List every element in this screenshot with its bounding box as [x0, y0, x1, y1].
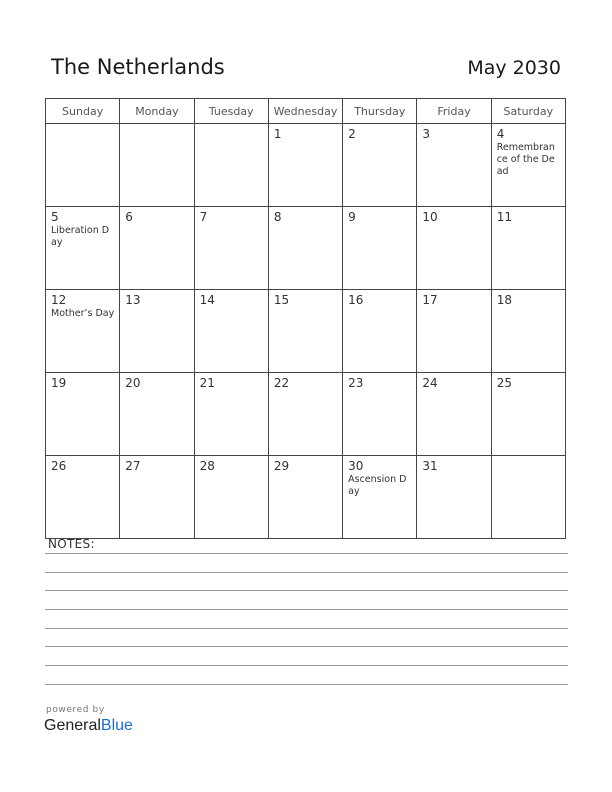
- holiday-label: Mother’s Day: [51, 308, 115, 319]
- holiday-label: Liberation Day: [51, 225, 110, 248]
- day-cell: [194, 207, 268, 290]
- calendar-week-row: [46, 456, 566, 539]
- day-cell: [120, 373, 194, 456]
- day-cell: [268, 290, 342, 373]
- note-line: [45, 646, 568, 647]
- note-line: [45, 590, 568, 591]
- day-number: 19: [51, 376, 67, 390]
- weekday-header-row: [46, 99, 566, 124]
- day-number: 14: [199, 293, 215, 307]
- calendar-month-title: May 2030: [467, 57, 561, 79]
- day-number: 3: [422, 127, 431, 141]
- day-number: 13: [125, 293, 141, 307]
- day-cell: [491, 290, 565, 373]
- day-cell: [194, 124, 268, 207]
- calendar-grid: [45, 98, 566, 539]
- day-cell: [120, 290, 194, 373]
- day-cell: [46, 124, 120, 207]
- weekday-header: Wednesday: [268, 99, 342, 124]
- day-number: 5: [51, 210, 59, 224]
- day-cell: [194, 373, 268, 456]
- day-number: 22: [273, 376, 290, 390]
- notes-label: NOTES:: [48, 537, 95, 551]
- day-cell: [491, 373, 565, 456]
- day-cell: [417, 373, 491, 456]
- day-cell: [268, 373, 342, 456]
- day-number: 1: [273, 127, 282, 141]
- note-line: [45, 684, 568, 685]
- day-number: 6: [125, 210, 133, 224]
- day-number: 17: [422, 293, 438, 307]
- calendar-week-row: [46, 373, 566, 456]
- day-number: 4: [496, 127, 505, 141]
- day-cell: [343, 373, 417, 456]
- weekday-header: Thursday: [343, 99, 417, 124]
- weekday-header: Friday: [417, 99, 491, 124]
- day-number: 12: [51, 293, 67, 307]
- day-number: 16: [348, 293, 364, 307]
- day-cell: [343, 456, 417, 539]
- day-number: 23: [348, 376, 364, 390]
- day-cell: [417, 456, 491, 539]
- note-line: [45, 665, 568, 666]
- brand-logo-general: General: [44, 717, 101, 734]
- holiday-label: Remembrance of the Dead: [496, 142, 555, 177]
- day-cell: [417, 124, 491, 207]
- day-cell: [120, 207, 194, 290]
- day-cell: [46, 456, 120, 539]
- weekday-header: Tuesday: [194, 99, 268, 124]
- day-number: 11: [496, 210, 512, 224]
- calendar-weeks: [46, 124, 566, 539]
- holiday-label: Ascension Day: [348, 474, 407, 497]
- day-number: 27: [125, 459, 141, 473]
- day-cell: [194, 290, 268, 373]
- day-cell: [268, 124, 342, 207]
- day-number: 7: [199, 210, 208, 224]
- day-number: 25: [496, 376, 512, 390]
- note-line: [45, 609, 568, 610]
- day-cell: [120, 124, 194, 207]
- day-cell: [268, 207, 342, 290]
- note-line: [45, 628, 568, 629]
- day-number: 31: [422, 459, 438, 473]
- day-number: 21: [199, 376, 215, 390]
- day-cell: [343, 290, 417, 373]
- day-number: 10: [422, 210, 438, 224]
- calendar-week-row: [46, 290, 566, 373]
- day-cell: [343, 124, 417, 207]
- powered-by-text: powered by: [46, 705, 105, 715]
- day-number: 18: [496, 293, 512, 307]
- day-cell: [46, 207, 120, 290]
- calendar-week-row: [46, 124, 566, 207]
- brand-logo-blue: Blue: [100, 717, 133, 734]
- day-number: 8: [273, 210, 282, 224]
- calendar-country-title: The Netherlands: [51, 55, 225, 79]
- day-number: 20: [125, 376, 141, 390]
- brand-logo: [44, 717, 133, 735]
- day-number: 26: [51, 459, 67, 473]
- day-number: 9: [348, 210, 356, 224]
- day-cell: [194, 456, 268, 539]
- day-number: 2: [348, 127, 356, 141]
- day-number: 28: [199, 459, 215, 473]
- day-cell: [343, 207, 417, 290]
- day-cell: [268, 456, 342, 539]
- day-number: 29: [273, 459, 290, 473]
- day-cell: [491, 124, 565, 207]
- note-line: [45, 553, 568, 554]
- day-cell: [120, 456, 194, 539]
- calendar-week-row: [46, 207, 566, 290]
- day-cell: [417, 207, 491, 290]
- day-number: 30: [348, 459, 364, 473]
- weekday-header: Monday: [120, 99, 194, 124]
- weekday-header: Sunday: [46, 99, 120, 124]
- day-cell: [46, 290, 120, 373]
- day-cell: [417, 290, 491, 373]
- day-cell: [491, 456, 565, 539]
- weekday-header: Saturday: [491, 99, 565, 124]
- note-line: [45, 572, 568, 573]
- day-number: 24: [422, 376, 438, 390]
- day-cell: [46, 373, 120, 456]
- day-cell: [491, 207, 565, 290]
- day-number: 15: [273, 293, 290, 307]
